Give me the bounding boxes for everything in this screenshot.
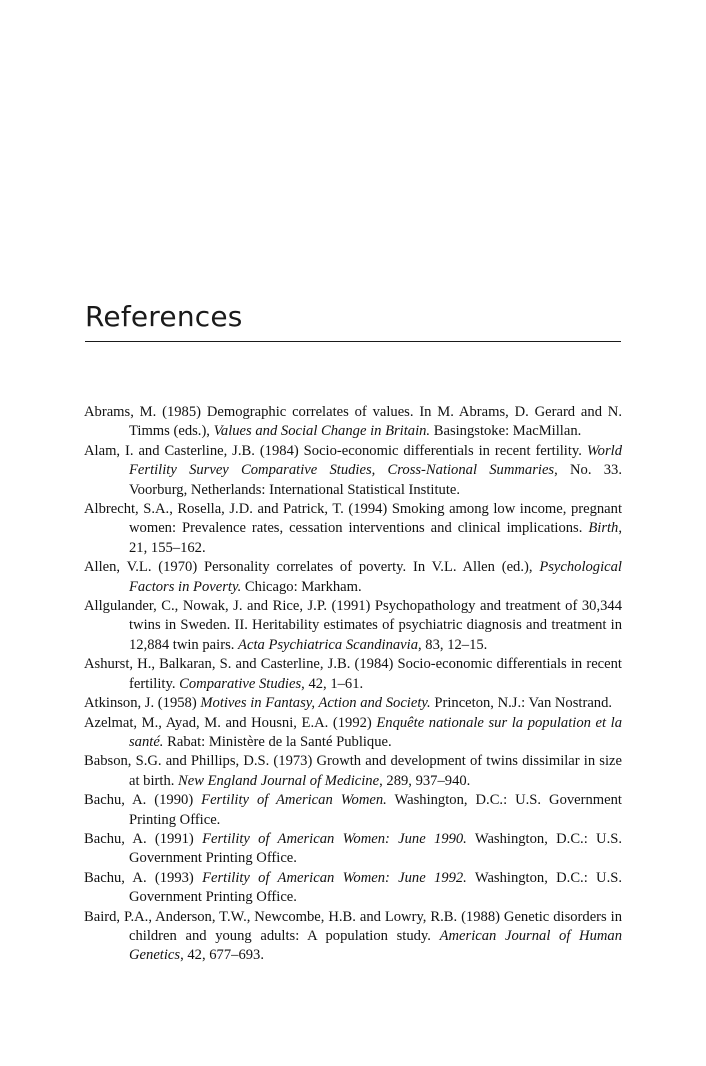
reference-entry (84, 597, 622, 655)
reference-text: Allgulander, C., Nowak, J. and Rice, J.P. (1991) Psychopathology and treatment of 30,344 twins in Sweden. II. Heritability estimates of psychiatric diagnosis and treatment in 12,884 twin pairs. (84, 598, 622, 653)
reference-text: Bachu, A. (1991) (84, 830, 203, 847)
reference-text: Atkinson, J. (1958) (84, 695, 201, 712)
reference-entry (84, 908, 622, 966)
reference-text: Allen, V.L. (1970) Personality correlates of poverty. In V.L. Allen (ed.), (84, 559, 540, 576)
page-title: References (85, 300, 243, 333)
reference-source-title: New England Journal of Medicine (178, 772, 380, 789)
reference-text: Chicago: Markham. (241, 578, 362, 595)
reference-text: , 42, 1–61. (301, 675, 364, 692)
reference-entry (84, 791, 622, 830)
reference-entry (84, 694, 622, 713)
reference-entry (84, 403, 622, 442)
reference-text: Babson, S.G. and Phillips, D.S. (1973) Growth and development of twins dissimilar in size at birth. (84, 753, 622, 789)
heading-rule (85, 341, 621, 342)
reference-text: Washington, D.C.: U.S. Government Printing Office. (129, 830, 622, 867)
reference-text: Rabat: Ministère de la Santé Publique. (163, 733, 392, 750)
reference-text: Washington, D.C.: U.S. Government Printing Office. (129, 792, 622, 828)
reference-source-title: Enquête nationale sur la population et la santé. (129, 714, 622, 750)
reference-source-title: American Journal of Human Genetics (129, 927, 623, 964)
reference-source-title: Fertility of American Women: June 1992. (202, 869, 467, 886)
reference-source-title: Birth (588, 520, 619, 537)
reference-entry (84, 655, 622, 694)
reference-text: Alam, I. and Casterline, J.B. (1984) Socio-economic differentials in recent fertility. (84, 442, 587, 459)
reference-text: Abrams, M. (1985) Demographic correlates of values. In M. Abrams, D. Gerard and N. Timms (eds.), (84, 404, 622, 440)
reference-text: Baird, P.A., Anderson, T.W., Newcombe, H.B. and Lowry, R.B. (1988) Genetic disorders in children and young adults: A population study. (84, 908, 622, 944)
reference-text: , 289, 937–940. (379, 772, 471, 789)
reference-source-title: Comparative Studies (179, 675, 302, 692)
reference-entry (84, 714, 622, 753)
reference-text: , 21, 155–162. (129, 520, 622, 556)
reference-entry (84, 830, 622, 869)
reference-source-title: World Fertility Survey Comparative Studies, Cross-National Summaries (129, 442, 622, 479)
reference-list (84, 403, 622, 966)
reference-text: Ashurst, H., Balkaran, S. and Casterline, J.B. (1984) Socio-economic differentials in recent fertility. (84, 656, 622, 692)
reference-entry (84, 442, 622, 500)
reference-text: , 83, 12–15. (418, 636, 488, 653)
reference-text: , 42, 677–693. (180, 947, 264, 964)
reference-text: Princeton, N.J.: Van Nostrand. (430, 695, 613, 712)
reference-source-title: Psychological Factors in Poverty. (129, 559, 622, 595)
reference-source-title: Fertility of American Women: June 1990. (202, 830, 467, 847)
reference-entry (84, 558, 622, 597)
reference-source-title: Acta Psychiatrica Scandinavia (238, 636, 418, 653)
reference-text: Bachu, A. (1990) (84, 792, 202, 809)
reference-entry (84, 500, 622, 558)
reference-text: Azelmat, M., Ayad, M. and Housni, E.A. (1992) (84, 714, 377, 731)
reference-text: Washington, D.C.: U.S. Government Printing Office. (129, 869, 622, 906)
reference-source-title: Motives in Fantasy, Action and Society. (200, 695, 431, 712)
reference-text: , No. 33. Voorburg, Netherlands: International Statistical Institute. (129, 462, 622, 498)
reference-entry (84, 752, 622, 791)
reference-text: Albrecht, S.A., Rosella, J.D. and Patrick, T. (1994) Smoking among low income, pregnant women: Prevalence rates, cessation interventions and clinical implications. (84, 501, 622, 537)
reference-entry (84, 869, 622, 908)
reference-source-title: Fertility of American Women. (201, 792, 387, 809)
reference-text: Basingstoke: MacMillan. (430, 423, 582, 440)
reference-text: Bachu, A. (1993) (84, 869, 203, 886)
reference-source-title: Values and Social Change in Britain. (213, 423, 431, 440)
